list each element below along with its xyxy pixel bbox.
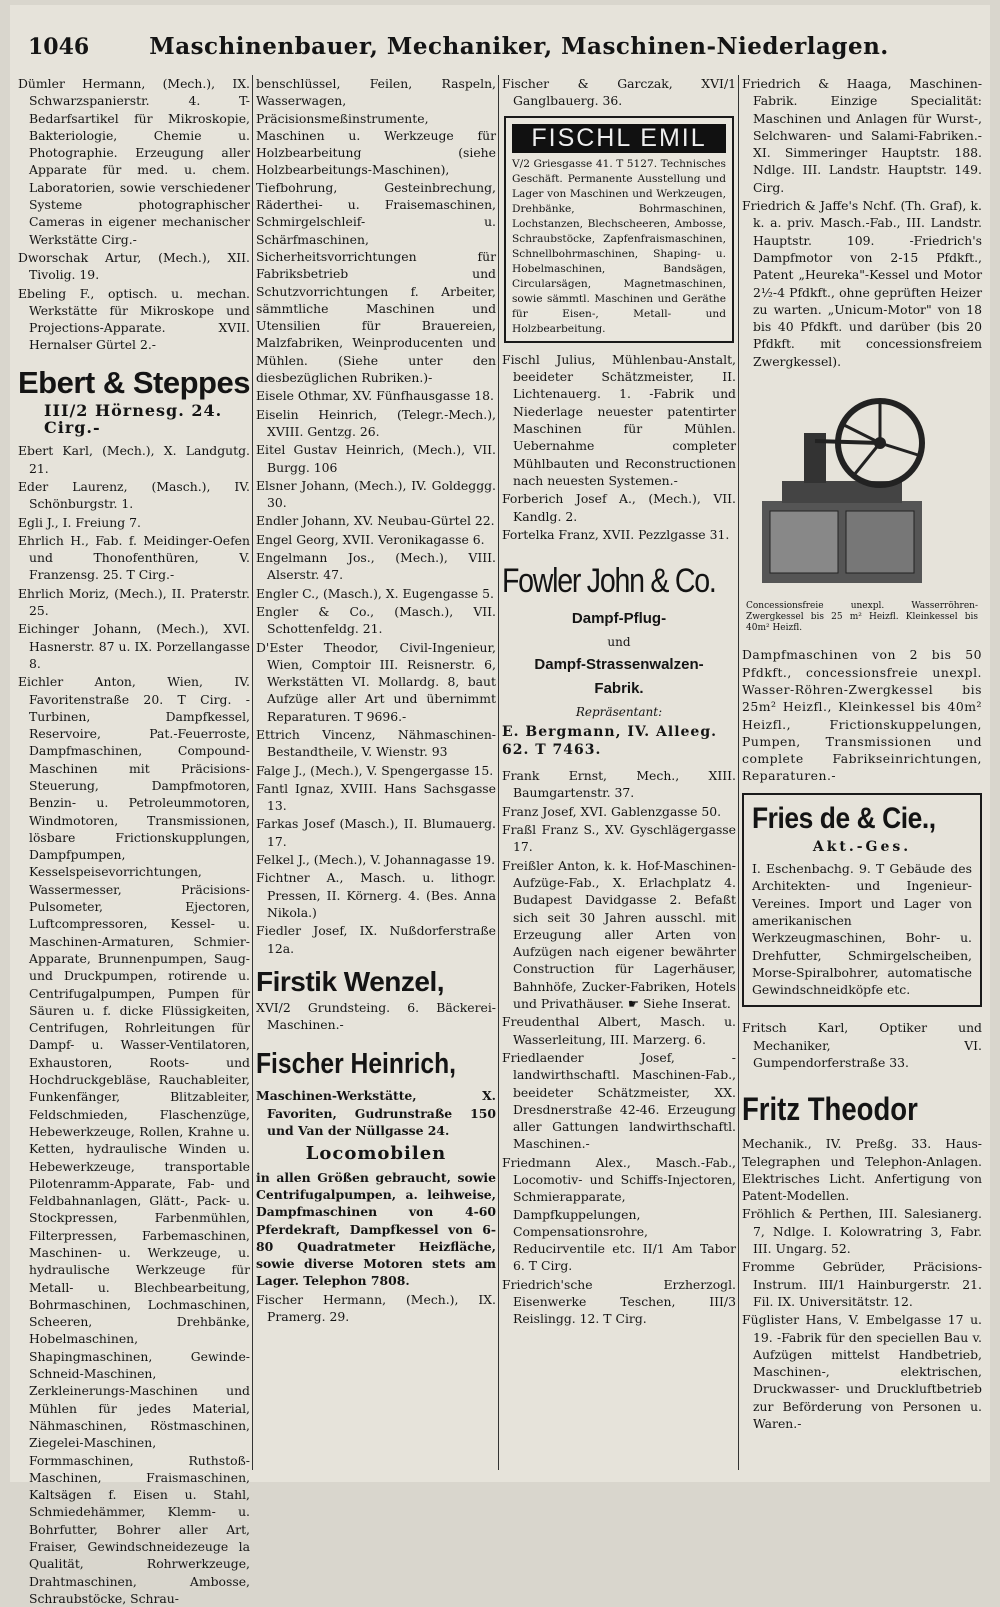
page-header bbox=[28, 33, 960, 69]
firstik-ad bbox=[256, 965, 496, 1034]
ad-line: Repräsentant: bbox=[575, 705, 663, 720]
list-item: Ebert Karl, (Mech.), X. Landgutg. 21. bbox=[18, 443, 250, 476]
list-item: Ehrlich H., Fab. f. Meidinger-Oefen und Thonofenthüren, V. Franzensg. 25. T Cirg.- bbox=[18, 532, 250, 583]
column-rule bbox=[498, 75, 499, 1470]
ad-title: Fischer Heinrich, bbox=[256, 1048, 457, 1081]
list-item: Fromme Gebrüder, Präcisions-Instrum. III/1 Hainburgerstr. 21. Fil. IX. Universitätstr. 12. bbox=[742, 1259, 982, 1309]
list-item: Ebeling F., optisch. u. mechan. Werkstätte für Mikroskope und Projections-Apparate. XVII. Hernalser Gürtel 2.- bbox=[18, 285, 250, 353]
list-item: Fichtner A., Masch. u. lithogr. Pressen, II. Körnerg. 4. (Bes. Anna Nikola.) bbox=[256, 870, 496, 920]
list-item: Friedrich & Haaga, Maschinen-Fabrik. Einzige Specialität: Maschinen und Anlagen für Wurst-, Selchwaren- und Salami-Fabriken.- XI. Simmeringer Hauptstr. 188. Ndlge. III. Landstr. Hauptstr. 149. Cirg. bbox=[742, 76, 982, 195]
fowler-ad bbox=[502, 561, 736, 759]
list-item: Falge J., (Mech.), V. Spengergasse 15. bbox=[256, 762, 494, 778]
list-item: Fischl Julius, Mühlenbau-Anstalt, beeideter Schätzmeister, II. Lichtenauerg. 1. -Fabrik und Niederlage neuester patentirter Maschinen für Mühlen. Uebernahme completer Mühlbauten und Reconstructionen nach neuesten Systemen.- bbox=[502, 351, 736, 488]
fischer-heinrich-ad bbox=[256, 1047, 496, 1325]
list-item: Fortelka Franz, XVII. Pezzlgasse 31. bbox=[502, 526, 730, 542]
list-item: Engler & Co., (Masch.), VII. Schottenfeldg. 21. bbox=[256, 603, 496, 637]
list-item: Fiedler Josef, IX. Nußdorferstraße 12a. bbox=[256, 923, 496, 956]
list-item: Eisele Othmar, XV. Fünfhausgasse 18. bbox=[256, 388, 494, 404]
ad-title: Fowler John & Co. bbox=[502, 562, 716, 601]
ad-text: XVI/2 Grundsteing. 6. Bäckerei-Maschinen.- bbox=[256, 999, 496, 1033]
list-item: Friedmann Alex., Masch.-Fab., Locomotiv- und Schiffs-Injectoren, Schmierapparate, Dampfkuppelungen, Compensationsrohre, Reducirventile etc. II/1 Am Tabor 6. T Cirg. bbox=[502, 1154, 736, 1274]
ebert-steppes-ad bbox=[18, 364, 250, 437]
ad-text: V/2 Griesgasse 41. T 5127. Technisches Geschäft. Permanente Ausstellung und Lager von Maschinen und Werkzeugen, Drehbänke, Bohrmaschinen, Lochstanzen, Blechscheeren, Ambosse, Schraubstöcke, Zapfenfraismaschinen, Schnellbohrmaschinen, Shaping- u. Hobelmaschinen, Bandsägen, Circularsägen, Magnetmaschinen, sowie sämmtl. Maschinen und Geräthe für Eisen-, Metall- und Holzbearbeitung. bbox=[512, 157, 726, 335]
list-item: D'Ester Theodor, Civil-Ingenieur, Wien, Comptoir III. Reisnerstr. 6, Werkstätten VI. Mollardg. 8, baut Aufzüge aller Art und übernimmt Reparaturen. T 9696.- bbox=[256, 639, 496, 724]
list-item: Engel Georg, XVII. Veronikagasse 6. bbox=[256, 531, 485, 547]
ad-text: Maschinen-Werkstätte, X. Favoriten, Gudrunstraße 150 und Van der Nüllgasse 24. bbox=[256, 1088, 496, 1139]
ad-title: Firstik Wenzel, bbox=[256, 965, 445, 997]
list-item: Engler C., (Masch.), X. Eugengasse 5. bbox=[256, 585, 494, 601]
list-item: Eiselin Heinrich, (Telegr.-Mech.), XVIII. Gentzg. 26. bbox=[256, 406, 496, 439]
list-item: Friedlaender Josef, -landwirthschaftl. Maschinen-Fab., beeideter Schätzmeister, XX. Dresdnerstraße 42-46. Erzeugung aller Gattungen landwirthschaftl. Maschinen.- bbox=[502, 1049, 736, 1152]
page-title: Maschinenbauer, Mechaniker, Maschinen-Niederlagen. bbox=[149, 33, 889, 60]
ad-line: und bbox=[607, 635, 631, 650]
list-item: Frank Ernst, Mech., XIII. Baumgartenstr. 37. bbox=[502, 768, 736, 801]
directory-page bbox=[10, 5, 990, 1606]
fries-ad bbox=[742, 793, 982, 1008]
list-item: Farkas Josef (Masch.), II. Blumauerg. 17. bbox=[256, 816, 496, 849]
ad-title: Ebert & Steppes bbox=[18, 364, 250, 400]
spoke bbox=[880, 443, 918, 455]
column-3 bbox=[502, 75, 736, 1470]
ad-text: I. Eschenbachg. 9. T Gebäude des Architekten- und Ingenieur-Vereines. Import und Lager von amerikanischen Werkzeugmaschinen, Bohr- u. Drehfutter, Schmirgelscheiben, Morse-Spiralbohrer, automatische Gewindschneidköpfe etc. bbox=[752, 861, 972, 998]
column-rule bbox=[738, 75, 739, 1470]
list-item: Fritsch Karl, Optiker und Mechaniker, VI. Gumpendorferstraße 33. bbox=[742, 1020, 982, 1070]
ad-logo: FISCHL EMIL bbox=[512, 124, 726, 153]
list-item: Eitel Gustav Heinrich, (Mech.), VII. Burgg. 106 bbox=[256, 442, 496, 475]
list-item: Eder Laurenz, (Masch.), IV. Schönburgstr. 1. bbox=[18, 478, 250, 512]
column-rule bbox=[252, 75, 253, 1470]
list-item: Endler Johann, XV. Neubau-Gürtel 22. bbox=[256, 513, 495, 529]
list-item: Fischer Hermann, (Mech.), IX. Pramerg. 29. bbox=[256, 1291, 496, 1324]
list-item: Dworschak Artur, (Mech.), XII. Tivolig. 19. bbox=[18, 249, 250, 283]
fischl-emil-ad bbox=[504, 116, 734, 343]
ad-address: III/2 Hörnesg. 24. Cirg.- bbox=[44, 400, 223, 438]
illustration-caption: Concessionsfreie unexpl. Wasserröhren-Zwergkessel bis 25 m² Heizfl. Kleinkessel bis 40m² Heizfl. bbox=[746, 601, 978, 634]
list-item: Ettrich Vincenz, Nähmaschinen-Bestandtheile, V. Wienstr. 93 bbox=[256, 726, 496, 760]
ad-line: Dampf-Pflug- bbox=[571, 610, 667, 628]
ad-text: Mechanik., IV. Preßg. 33. Haus-Telegraphen und Telephon-Anlagen. Elektrisches Licht. Anfertigung von Patent-Modellen. bbox=[742, 1136, 982, 1204]
list-item: Franz Josef, XVI. Gablenzgasse 50. bbox=[502, 803, 722, 819]
list-item: Dampfmaschinen von 2 bis 50 Pfdkft., concessionsfreie unexpl. Wasser-Röhren-Zwergkessel bis 25m² Heizfl., Kleinkessel bis 40m² Heizfl., Frictionskuppelungen, Pumpen, Transmissionen und complete Fabrikseinrichtungen, Reparaturen.- bbox=[742, 647, 982, 784]
list-item: Felkel J., (Mech.), V. Johannagasse 19. bbox=[256, 852, 496, 868]
list-item: Freißler Anton, k. k. Hof-Maschinen-Aufzüge-Fab., X. Erlachplatz 4. Budapest Davidgasse 2. Befaßt sich seit 30 Jahren ausschl. mit Erzeugung aller Arten von Aufzügen nach eigener bewährter Construction für Lagerhäuser, Bahnhöfe, Zucker-Fabriken, Hotels und Privathäuser. ☛ Siehe Inserat. bbox=[502, 857, 736, 1012]
ad-text: in allen Größen gebraucht, sowie Centrifugalpumpen, a. leihweise, Dampfmaschinen von 4-60 Pferdekraft, Dampfkessel von 6-80 Quadratmeter Heizfläche, sowie diverse Motoren stets am Lager. Telephon 7808. bbox=[256, 1169, 496, 1289]
ad-line: E. Bergmann, IV. Alleeg. 62. T 7463. bbox=[502, 724, 718, 759]
ad-title: Fritz Theodor bbox=[742, 1091, 918, 1128]
boiler-panel bbox=[846, 511, 914, 573]
list-item: Fischer & Garczak, XVI/1 Ganglbauerg. 36. bbox=[502, 76, 736, 109]
ad-title: Fries de & Cie., bbox=[752, 801, 936, 835]
list-item: Forberich Josef A., (Mech.), VII. Kandlg. 2. bbox=[502, 491, 736, 524]
list-item: benschlüssel, Feilen, Raspeln, Wasserwagen, Präcisionsmeßinstrumente, Maschinen u. Werkzeuge für Holzbearbeitung (siehe Holzbearbeitungs-Maschinen), Tiefbohrung, Gesteinbrechung, Räderthei- u. Fraisemaschinen, Schmirgelschleif- u. Schärfmaschinen, Sicherheitsvorrichtungen für Fabriksbetrieb und Schutzvorrichtungen f. Arbeiter, sämmtliche Maschinen und Utensilien für Brauereien, Malzfabriken, Weinproducenten und Mühlen. (Siehe unter den diesbezüglichen Rubriken.)- bbox=[256, 76, 496, 386]
column-4 bbox=[742, 75, 982, 1470]
list-item: Fantl Ignaz, XVIII. Hans Sachsgasse 13. bbox=[256, 780, 496, 814]
ad-subtitle: Akt.-Ges. bbox=[812, 838, 912, 855]
column-1 bbox=[18, 75, 250, 1606]
ad-line: Fabrik. bbox=[594, 680, 644, 698]
list-item: Friedrich & Jaffe's Nchf. (Th. Graf), k. k. a. priv. Masch.-Fab., III. Landstr. Hauptstr. 109. -Friedrich's Dampfmotor von 2-15 Pfdkft., Patent „Heureka"-Kessel und Motor 2½-4 Pfdkft., ohne geprüften Heizer zu warten. „Unicum-Motor" von 18 bis 40 Pfdkft. und darüber (bis 20 Pfdkft. mit concessionsfreiem Zwergkessel). bbox=[742, 198, 982, 369]
list-item: Fröhlich & Perthen, III. Salesianerg. 7, Ndlge. I. Kolowratring 3, Fabr. III. Ungarg. 52. bbox=[742, 1206, 982, 1257]
list-item: Eichinger Johann, (Mech.), XVI. Hasnerstr. 87 u. IX. Porzellangasse 8. bbox=[18, 621, 250, 671]
list-item: Elsner Johann, (Mech.), IV. Goldeggg. 30. bbox=[256, 477, 496, 511]
list-item: Füglister Hans, V. Embelgasse 17 u. 19. -Fabrik für den speciellen Bau v. Aufzügen mittelst Handbetrieb, Maschinen-, elektrischen, Druckwasser- und Druckluftbetrieb zur Beförderung von Personen u. Waren.- bbox=[742, 1312, 982, 1432]
list-item: Freudenthal Albert, Masch. u. Wasserleitung, III. Marzerg. 6. bbox=[502, 1014, 736, 1047]
list-item: Friedrich'sche Erzherzogl. Eisenwerke Teschen, III/3 Reislingg. 12. T Cirg. bbox=[502, 1276, 736, 1327]
boiler-panel bbox=[770, 511, 838, 573]
connecting-rod bbox=[815, 441, 880, 443]
list-item: Egli J., I. Freiung 7. bbox=[18, 514, 141, 530]
page-number: 1046 bbox=[28, 34, 90, 60]
list-item: Engelmann Jos., (Mech.), VIII. Alserstr. 47. bbox=[256, 550, 496, 583]
fritz-theodor-ad bbox=[742, 1089, 982, 1204]
steam-engine-illustration bbox=[742, 381, 942, 591]
ad-heading: Locomobilen bbox=[305, 1143, 447, 1165]
ad-line: Dampf-Strassenwalzen- bbox=[534, 656, 704, 674]
spoke bbox=[854, 443, 880, 475]
column-2 bbox=[256, 75, 496, 1470]
list-item: Eichler Anton, Wien, IV. Favoritenstraße 20. T Cirg. -Turbinen, Dampfkessel, Reservoire, Pat.-Feuerroste, Dampfmaschinen, Compound-Maschinen mit Präcisions-Steuerung, Dampfmotoren, Benzin- u. Petroleummotoren, Windmotoren, Transmissionen, lösbare Frictionskupplungen, Dampfpumpen, Kesselspeisevorrichtungen, Wassermesser, Präcisions-Pulsometer, Ejectoren, Luftcompressoren, Kessel- u. Maschinen-Armaturen, Schmier-Apparate, Brunnenpumpen, Saug- und Druckpumpen, rotirende u. Centrifugalpumpen, Pumpen für Säuren u. f. dicke Flüssigkeiten, Centrifugen, Rohrleitungen für Dampf- u. Wasser-Ventilatoren, Exhaustoren, Roots- und Hochdruckgebläse, Rauchableiter, Funkenfänger, Blitzableiter, Feldschmieden, Flaschenzüge, Hebewerkzeuge, Rollen, Krahne u. Ketten, hydraulische Winden u. Hebewerkzeuge, transportable Pilotenramm-Apparate, Fab- und Feldbahnanlagen, Glätt-, Pack- u. Stockpressen, Farbenmühlen, Filterpressen, Farbemaschinen, Maschinen- u. Werkzeuge, u. hydraulische Werkzeuge für Metall- u. Blechbearbeitung, Bohrmaschinen, Lochmaschinen, Scheeren, Drehbänke, Hobelmaschinen, Shapingmaschinen, Gewinde-Schneid-Maschinen, Zerkleinerungs-Maschinen und Mühlen für jedes Material, Nähmaschinen, Röstmaschinen, Ziegelei-Maschinen, Formmaschinen, Ruthstoß-Maschinen, Fraismaschinen, Kaltsägen f. Eisen u. Stahl, Schmiedehämmer, Klemm- u. Bohrfutter, Bohrer aller Art, Fraiser, Gewindschneidezeuge la Qualität, Rohrwerkzeuge, Drahtmaschinen, Ambosse, Schraubstöcke, Schrau- bbox=[18, 674, 250, 1606]
list-item: Ehrlich Moriz, (Mech.), II. Praterstr. 25. bbox=[18, 585, 250, 619]
list-item: Dümler Hermann, (Mech.), IX. Schwarzspanierstr. 4. T-Bedarfsartikel für Mikroskopie, Bakteriologie, Chemie u. Photographie. Erzeugung aller Apparate für med. u. chem. Laboratorien, sowie verschiedener Systeme photographischer Cameras in eigener mechanischer Werkstätte Cirg.- bbox=[18, 76, 250, 247]
list-item: Fraßl Franz S., XV. Gyschlägergasse 17. bbox=[502, 822, 736, 855]
